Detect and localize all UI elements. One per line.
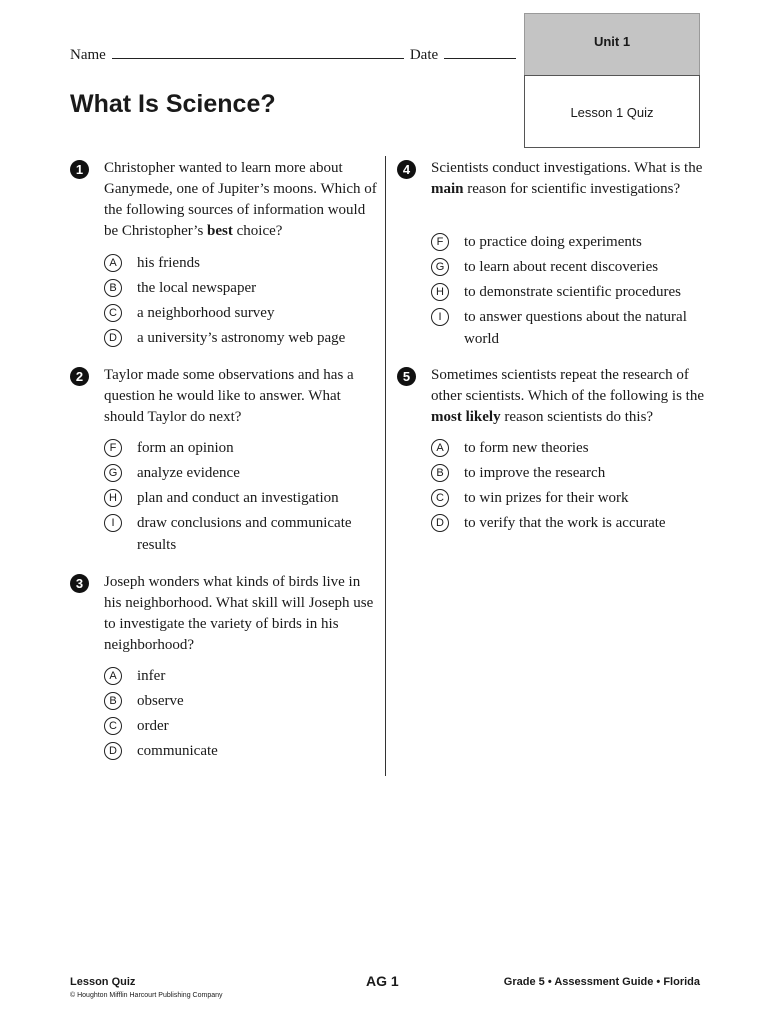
answer-option[interactable]: D a university’s astronomy web page [104, 327, 379, 349]
date-field[interactable] [444, 44, 516, 59]
answer-bubble[interactable]: G [104, 464, 122, 482]
answer-option[interactable]: D communicate [104, 740, 379, 762]
answer-option[interactable]: G analyze evidence [104, 462, 379, 484]
footer-lesson-quiz: Lesson Quiz [70, 976, 136, 988]
answer-bubble[interactable]: D [104, 329, 122, 347]
name-date-line [70, 44, 522, 64]
answer-option[interactable]: C a neighborhood survey [104, 302, 379, 324]
question-3-options [104, 665, 379, 765]
answer-bubble[interactable]: C [104, 304, 122, 322]
answer-bubble[interactable]: A [431, 439, 449, 457]
question-number-1: 1 [70, 160, 89, 179]
question-5-options [431, 437, 706, 537]
answer-bubble[interactable]: G [431, 258, 449, 276]
answer-bubble[interactable]: D [431, 514, 449, 532]
answer-option[interactable]: H to demonstrate scientific procedures [431, 281, 706, 303]
question-number-3: 3 [70, 574, 89, 593]
answer-bubble[interactable]: D [104, 742, 122, 760]
answer-bubble[interactable]: I [104, 514, 122, 532]
answer-option[interactable]: F to practice doing experiments [431, 231, 706, 253]
page-number: AG 1 [366, 973, 399, 989]
answer-bubble[interactable]: F [431, 233, 449, 251]
question-4-text: Scientists conduct investigations. What is the main reason for scientific investigations? [431, 160, 703, 197]
footer-grade-info: Grade 5 • Assessment Guide • Florida [503, 976, 700, 988]
answer-option[interactable]: A to form new theories [431, 437, 706, 459]
answer-option[interactable]: C to win prizes for their work [431, 487, 706, 509]
answer-option[interactable]: I draw conclusions and communicate results [104, 512, 379, 556]
question-number-2: 2 [70, 367, 89, 386]
question-3-text: Joseph wonders what kinds of birds live in his neighborhood. What skill will Joseph use to investigate the variety of birds in his neighborhood? [104, 574, 374, 653]
answer-bubble[interactable]: F [104, 439, 122, 457]
question-1-options [104, 252, 379, 352]
lesson-label: Lesson 1 Quiz [524, 75, 700, 148]
answer-option[interactable]: D to verify that the work is accurate [431, 512, 706, 534]
answer-option[interactable]: H plan and conduct an investigation [104, 487, 379, 509]
answer-option[interactable]: I to answer questions about the natural world [431, 306, 706, 350]
question-2-text: Taylor made some observations and has a question he would like to answer. What should Taylor do next? [104, 367, 354, 425]
answer-bubble[interactable]: C [431, 489, 449, 507]
question-1-text: Christopher wanted to learn more about Ganymede, one of Jupiter’s moons. Which of the following sources of information would be Christopher’s best choice? [104, 160, 377, 239]
question-2-options [104, 437, 379, 559]
answer-bubble[interactable]: A [104, 667, 122, 685]
footer-copyright: © Houghton Mifflin Harcourt Publishing Company [70, 992, 223, 999]
name-label: Name [70, 47, 106, 63]
answer-option[interactable]: A his friends [104, 252, 379, 274]
question-number-5: 5 [397, 367, 416, 386]
answer-option[interactable]: B to improve the research [431, 462, 706, 484]
answer-bubble[interactable]: B [104, 692, 122, 710]
answer-option[interactable]: F form an opinion [104, 437, 379, 459]
answer-option[interactable]: B observe [104, 690, 379, 712]
answer-bubble[interactable]: H [431, 283, 449, 301]
answer-option[interactable]: A infer [104, 665, 379, 687]
answer-bubble[interactable]: B [104, 279, 122, 297]
name-field[interactable] [112, 44, 404, 59]
answer-bubble[interactable]: I [431, 308, 449, 326]
answer-option[interactable]: G to learn about recent discoveries [431, 256, 706, 278]
answer-bubble[interactable]: H [104, 489, 122, 507]
answer-bubble[interactable]: B [431, 464, 449, 482]
page-title: What Is Science? [70, 90, 276, 118]
question-number-4: 4 [397, 160, 416, 179]
date-label: Date [409, 47, 439, 63]
column-divider [385, 156, 386, 776]
answer-bubble[interactable]: A [104, 254, 122, 272]
question-4-options [431, 231, 706, 353]
unit-label: Unit 1 [524, 13, 700, 75]
question-5-text: Sometimes scientists repeat the research of other scientists. Which of the following is the most likely reason scientists do this? [431, 367, 705, 425]
answer-option[interactable]: B the local newspaper [104, 277, 379, 299]
answer-option[interactable]: C order [104, 715, 379, 737]
answer-bubble[interactable]: C [104, 717, 122, 735]
